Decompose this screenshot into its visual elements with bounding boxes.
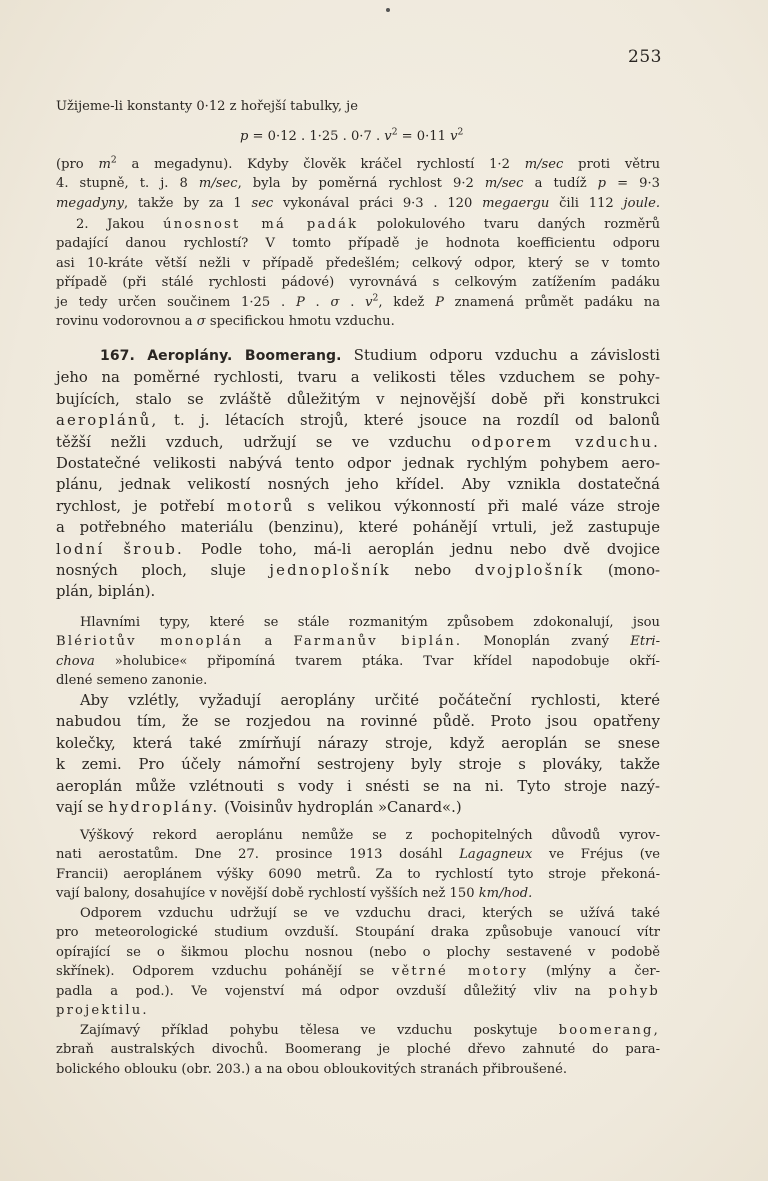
section-number: 167. xyxy=(100,348,135,364)
text-line: skřínek). Odporem vzduchu pohánějí se větrné motory (mlýny a čer- xyxy=(56,964,661,980)
formula: p = 0·12 . 1·25 . 0·7 . $v^2 = 0\cdot 11$ $v^2$ xyxy=(240,126,464,144)
paragraph-constants xyxy=(56,97,660,116)
print-speck xyxy=(386,8,390,12)
section-heading-line: 167. Aeroplány. Boomerang. Studium odporu vzduchu a závislosti xyxy=(100,347,660,364)
text-line: Blériotův monoplán a Farmanův biplán. Monoplán zvaný Etri- xyxy=(56,634,660,650)
text-line: padající danou rychlostí? V tomto případě je hodnota koefficientu odporu xyxy=(56,236,660,252)
text-line: je tedy určen součinem 1·25 . P . σ . $v^2$, kdež P znamená průmět padáku na xyxy=(56,292,660,310)
text-line: rychlost, je potřebí motorů s velikou výkonností při malé váze stroje xyxy=(56,497,661,515)
paragraph-kites xyxy=(56,904,660,1020)
text-line: lodní šroub. Podle toho, má-li aeroplán jednu nebo dvě dvojice xyxy=(56,540,660,558)
text-line: pro meteorologické studium ovzduší. Stoupání draka způsobuje vanoucí vítr xyxy=(56,925,660,941)
text-line: projektilu. xyxy=(56,1003,149,1019)
text-line: aeroplán může vzlétnouti s vody i snésti se na ni. Tyto stroje nazý- xyxy=(56,777,660,795)
text-line: Aby vzlétly, vyžadují aeroplány určité počáteční rychlosti, které xyxy=(80,692,660,709)
text-line: bolického oblouku (obr. 203.) a na obou obloukovitých stranách přibroušené. xyxy=(56,1061,568,1077)
text-line: vají balony, dosahujíce v novější době rychlostí vyšších než 150 km/hod. xyxy=(56,886,533,902)
text-line: nabudou tím, že se rozjedou na rovinné půdě. Proto jsou opatřeny xyxy=(56,713,660,731)
text-line: plán, biplán). xyxy=(56,583,156,601)
paragraph-types xyxy=(56,613,660,691)
text-line: k zemi. Pro účely námořní sestrojeny byly stroje s plováky, takže xyxy=(56,756,660,774)
text-line: jeho na poměrné rychlosti, tvaru a velikosti těles vzduchem se pohy- xyxy=(56,369,660,387)
text-line: Užijeme-li konstanty 0·12 z hořejší tabulky, je xyxy=(56,99,358,114)
text-line: Francii) aeroplánem výšky 6090 metrů. Za to rychlostí tyto stroje překoná- xyxy=(56,866,660,882)
text-line: kolečky, která také zmírňují nárazy stroje, když aeroplán se snese xyxy=(56,734,660,752)
page-number: 253 xyxy=(628,47,662,67)
text-line: (pro $m^2$ a megadynu). Kdyby člověk kráčel rychlostí 1·2 m/sec proti větru xyxy=(56,154,661,172)
text-line: zbraň australských divochů. Boomerang je ploché dřevo zahnuté do para- xyxy=(56,1042,660,1058)
section-title: Aeroplány. Boomerang. xyxy=(147,348,342,364)
paragraph-takeoff xyxy=(56,690,660,818)
text-line: rovinu vodorovnou a σ specifickou hmotu vzduchu. xyxy=(56,314,395,330)
text-line: těžší nežli vzduch, udržují se ve vzduchu odporem vzduchu. xyxy=(56,433,660,451)
paragraph-walker xyxy=(56,155,660,213)
text-line: 4. stupně, t. j. 8 m/sec, byla by poměrná rychlost 9·2 m/sec a tudíž p = 9·3 xyxy=(56,176,660,192)
text-line: bujících, stalo se zvláště důležitým v nejnovější době při konstrukci xyxy=(56,390,660,408)
text-line: dlené semeno zanonie. xyxy=(56,673,208,689)
text-line: nati aerostatům. Dne 27. prosince 1913 dosáhl Lagagneux ve Fréjus (ve xyxy=(56,847,660,863)
text-line: asi 10-kráte větší nežli v případě předešlém; celkový odpor, který se v tomto xyxy=(56,255,660,271)
text-line: chova »holubice« připomíná tvarem ptáka. Tvar křídel napodobuje okří- xyxy=(56,653,660,669)
text-line: padla a pod.). Ve vojenství má odpor ovzduší důležitý vliv na pohyb xyxy=(56,983,660,999)
paragraph-record xyxy=(56,826,660,904)
section-167 xyxy=(56,345,660,603)
text-line: opírající se o šikmou plochu nosnou (nebo o plochy sestavené v podobě xyxy=(56,944,660,960)
paragraph-parachute xyxy=(56,215,660,331)
paragraph-boomerang xyxy=(56,1021,660,1079)
text-line: nosných ploch, sluje jednoplošník nebo dvojplošník (mono- xyxy=(56,562,661,580)
text-line: a potřebného materiálu (benzinu), které pohánějí vrtuli, jež zastupuje xyxy=(56,519,660,537)
text-line: plánu, jednak velikostí nosných jeho křídel. Aby vznikla dostatečná xyxy=(56,476,660,494)
text-line: Dostatečné velikosti nabývá tento odpor jednak rychlým pohybem aero- xyxy=(56,455,660,473)
text-line: Zajímavý příklad pohybu tělesa ve vzduchu poskytuje boomerang, xyxy=(80,1023,660,1038)
text-line: případě (při stálé rychlosti pádové) vyrovnává s celkovým zatížením padáku xyxy=(56,275,660,291)
text-line: Hlavními typy, které se stále rozmanitým způsobem zdokonalují, jsou xyxy=(80,615,660,630)
text-line: megadyny, takže by za 1 sec vykonával práci 9·3 . 120 megaergu čili 112 joule. xyxy=(56,195,661,211)
text-line: 2. Jakou únosnost má padák polokulového tvaru daných rozměrů xyxy=(76,217,660,232)
text-line: Výškový rekord aeroplánu nemůže se z pochopitelných důvodů vyrov- xyxy=(80,828,660,843)
text-line: Odporem vzduchu udržují se ve vzduchu draci, kterých se užívá také xyxy=(80,906,660,921)
text-line: vají se hydroplány. (Voisinův hydroplán »Canard«.) xyxy=(56,799,462,817)
text-line: aeroplánů, t. j. létacích strojů, které jsouce na rozdíl od balonů xyxy=(56,412,660,430)
